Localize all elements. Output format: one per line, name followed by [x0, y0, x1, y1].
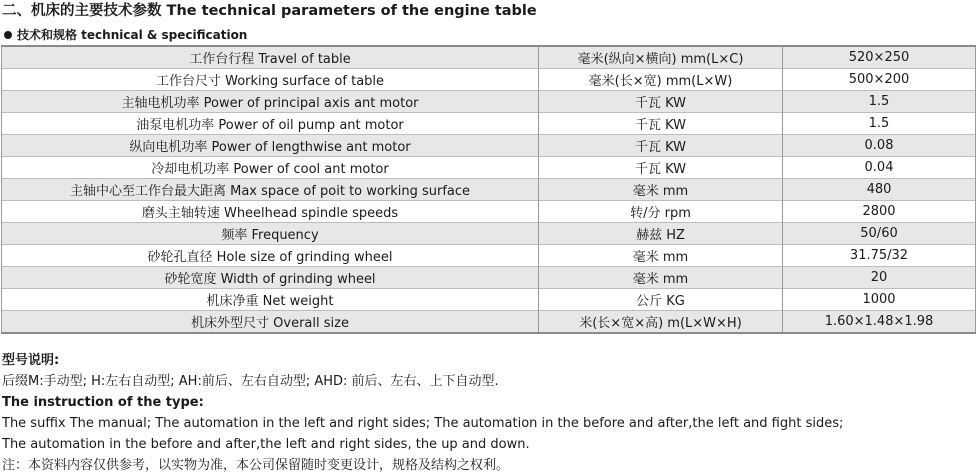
spec-unit: 米(长×宽×高) m(L×W×H): [539, 311, 783, 334]
spec-unit: 千瓦 KW: [539, 157, 783, 179]
spec-item: 工作台尺寸 Working surface of table: [2, 69, 539, 91]
spec-value: 20: [783, 267, 976, 289]
spec-unit: 毫米(长×宽) mm(L×W): [539, 69, 783, 91]
spec-value: 31.75/32: [783, 245, 976, 267]
spec-item: 频率 Frequency: [2, 223, 539, 245]
spec-value: 480: [783, 179, 976, 201]
table-row: [2, 267, 976, 289]
table-row: [2, 113, 976, 135]
table-row: [2, 69, 976, 91]
table-row: [2, 157, 976, 179]
notes-section: [2, 350, 972, 476]
spec-value: 500×200: [783, 69, 976, 91]
table-row: [2, 135, 976, 157]
spec-unit: 毫米 mm: [539, 267, 783, 289]
table-row: [2, 245, 976, 267]
model-description: 后缀M:手动型; H:左右自动型; AH:前后、左右自动型; AHD: 前后、左右、上下自动型.: [2, 374, 499, 389]
spec-item: 冷却电机功率 Power of cool ant motor: [2, 157, 539, 179]
section-title: 二、机床的主要技术参数 The technical parameters of the engine table: [2, 3, 537, 19]
spec-item: 砂轮宽度 Width of grinding wheel: [2, 267, 539, 289]
spec-value: 50/60: [783, 223, 976, 245]
spec-value: 1000: [783, 289, 976, 311]
table-row: [2, 201, 976, 223]
spec-unit: 千瓦 KW: [539, 91, 783, 113]
spec-value: 1.5: [783, 113, 976, 135]
spec-unit: 公斤 KG: [539, 289, 783, 311]
spec-unit: 毫米 mm: [539, 245, 783, 267]
instruction-line-1: The suffix The manual; The automation in the left and right sides; The automation in the before and after,the left and fight sides;: [2, 416, 844, 431]
spec-item: 主轴中心至工作台最大距离 Max space of poit to working surface: [2, 179, 539, 201]
spec-value: 1.60×1.48×1.98: [783, 311, 976, 334]
table-row: [2, 223, 976, 245]
spec-item: 磨头主轴转速 Wheelhead spindle speeds: [2, 201, 539, 223]
footnote: 注：本资料内容仅供参考，以实物为准，本公司保留随时变更设计，规格及结构之权利。: [2, 458, 510, 473]
spec-item: 主轴电机功率 Power of principal axis ant motor: [2, 91, 539, 113]
instruction-line-2: The automation in the before and after,the left and right sides, the up and down.: [2, 437, 530, 452]
spec-unit: 千瓦 KW: [539, 113, 783, 135]
instruction-heading: The instruction of the type:: [2, 395, 204, 410]
table-row: [2, 46, 976, 69]
bullet-icon: [4, 31, 12, 39]
subtitle-text: 技术和规格 technical & specification: [17, 28, 248, 42]
spec-unit: 转/分 rpm: [539, 201, 783, 223]
spec-item: 工作台行程 Travel of table: [2, 46, 539, 69]
spec-item: 纵向电机功率 Power of lengthwise ant motor: [2, 135, 539, 157]
spec-value: 0.08: [783, 135, 976, 157]
spec-item: 砂轮孔直径 Hole size of grinding wheel: [2, 245, 539, 267]
table-row: [2, 179, 976, 201]
spec-value: 520×250: [783, 46, 976, 69]
spec-value: 0.04: [783, 157, 976, 179]
spec-table-body: [2, 46, 976, 333]
spec-item: 机床外型尺寸 Overall size: [2, 311, 539, 334]
model-heading: 型号说明:: [2, 353, 60, 368]
spec-item: 油泵电机功率 Power of oil pump ant motor: [2, 113, 539, 135]
section-subtitle: [2, 26, 247, 44]
spec-unit: 毫米(纵向×横向) mm(L×C): [539, 46, 783, 69]
spec-unit: 千瓦 KW: [539, 135, 783, 157]
spec-value: 1.5: [783, 91, 976, 113]
table-row: [2, 311, 976, 334]
spec-item: 机床净重 Net weight: [2, 289, 539, 311]
table-row: [2, 91, 976, 113]
table-row: [2, 289, 976, 311]
spec-unit: 毫米 mm: [539, 179, 783, 201]
spec-table: [1, 45, 976, 334]
spec-value: 2800: [783, 201, 976, 223]
spec-unit: 赫兹 HZ: [539, 223, 783, 245]
